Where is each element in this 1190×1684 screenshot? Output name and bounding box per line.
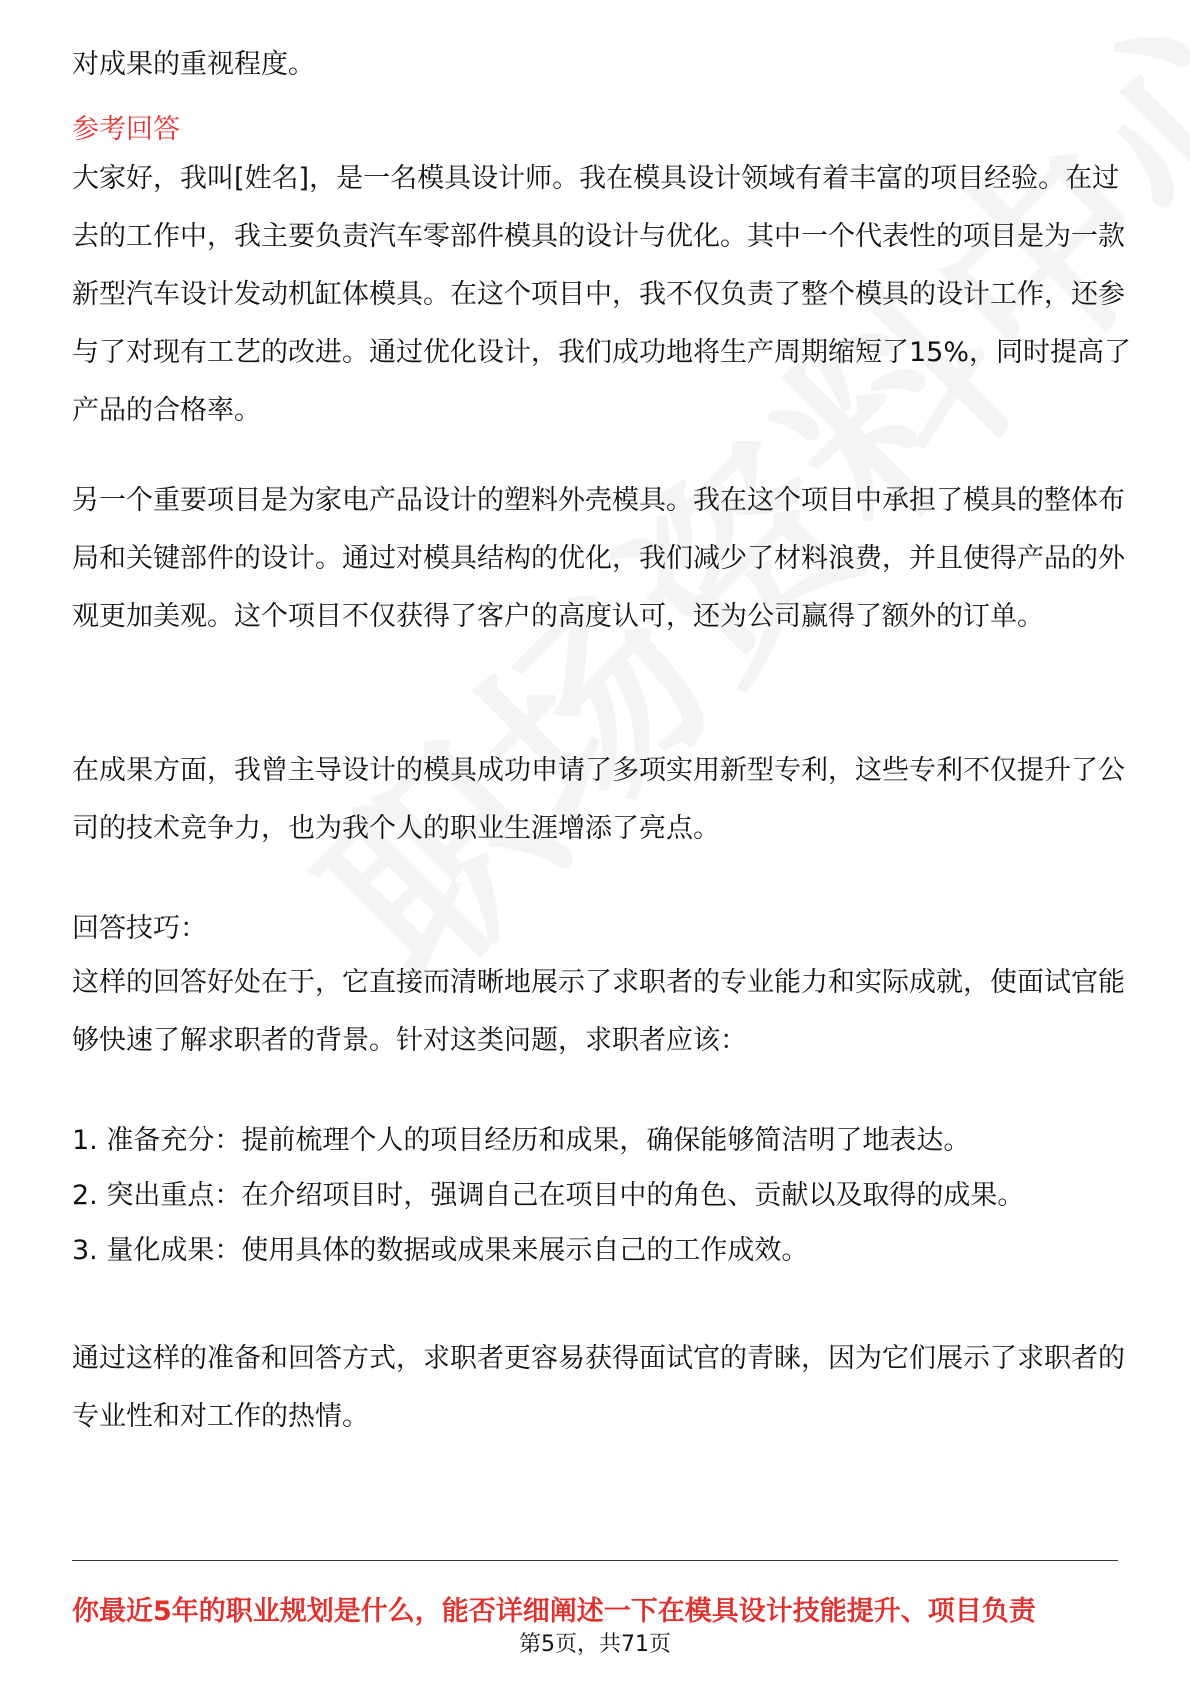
answer-heading: 参考回答 [72,114,180,145]
page-number: 第5页，共71页 [519,1632,671,1657]
divider [72,1560,1118,1561]
conclusion-paragraph: 通过这样的准备和回答方式，求职者更容易获得面试官的青睐，因为它们展示了求职者的专业性和对工作的热情。 [72,1343,1125,1432]
next-question-heading: 你最近5年的职业规划是什么，能否详细阐述一下在模具设计技能提升、项目负责 [72,1596,1036,1627]
answer-paragraph-3: 在成果方面，我曾主导设计的模具成功申请了多项实用新型专利，这些专利不仅提升了公司的技术竞争力，也为我个人的职业生涯增添了亮点。 [72,755,1125,844]
tips-list-item: 3. 量化成果：使用具体的数据或成果来展示自己的工作成效。 [72,1235,809,1266]
answer-paragraph-2: 另一个重要项目是为家电产品设计的塑料外壳模具。我在这个项目中承担了模具的整体布局和关键部件的设计。通过对模具结构的优化，我们减少了材料浪费，并且使得产品的外观更加美观。这个项目不仅获得了客户的高度认可，还为公司赢得了额外的订单。 [72,485,1125,632]
intro-tail-text: 对成果的重视程度。 [72,49,315,80]
answer-paragraph-1: 大家好，我叫[姓名]，是一名模具设计师。我在模具设计领域有着丰富的项目经验。在过去的工作中，我主要负责汽车零部件模具的设计与优化。其中一个代表性的项目是为一款新型汽车设计发动机缸体模具。在这个项目中，我不仅负责了整个模具的设计工作，还参与了对现有工艺的改进。通过优化设计，我们成功地将生产周期缩短了15%，同时提高了产品的合格率。 [72,163,1132,426]
tips-heading: 回答技巧： [72,913,207,944]
tips-list-item: 2. 突出重点：在介绍项目时，强调自己在项目中的角色、贡献以及取得的成果。 [72,1180,1025,1211]
tips-list-item: 1. 准备充分：提前梳理个人的项目经历和成果，确保能够简洁明了地表达。 [72,1125,971,1156]
tips-paragraph: 这样的回答好处在于，它直接而清晰地展示了求职者的专业能力和实际成就，使面试官能够快速了解求职者的背景。针对这类问题，求职者应该： [72,967,1125,1056]
